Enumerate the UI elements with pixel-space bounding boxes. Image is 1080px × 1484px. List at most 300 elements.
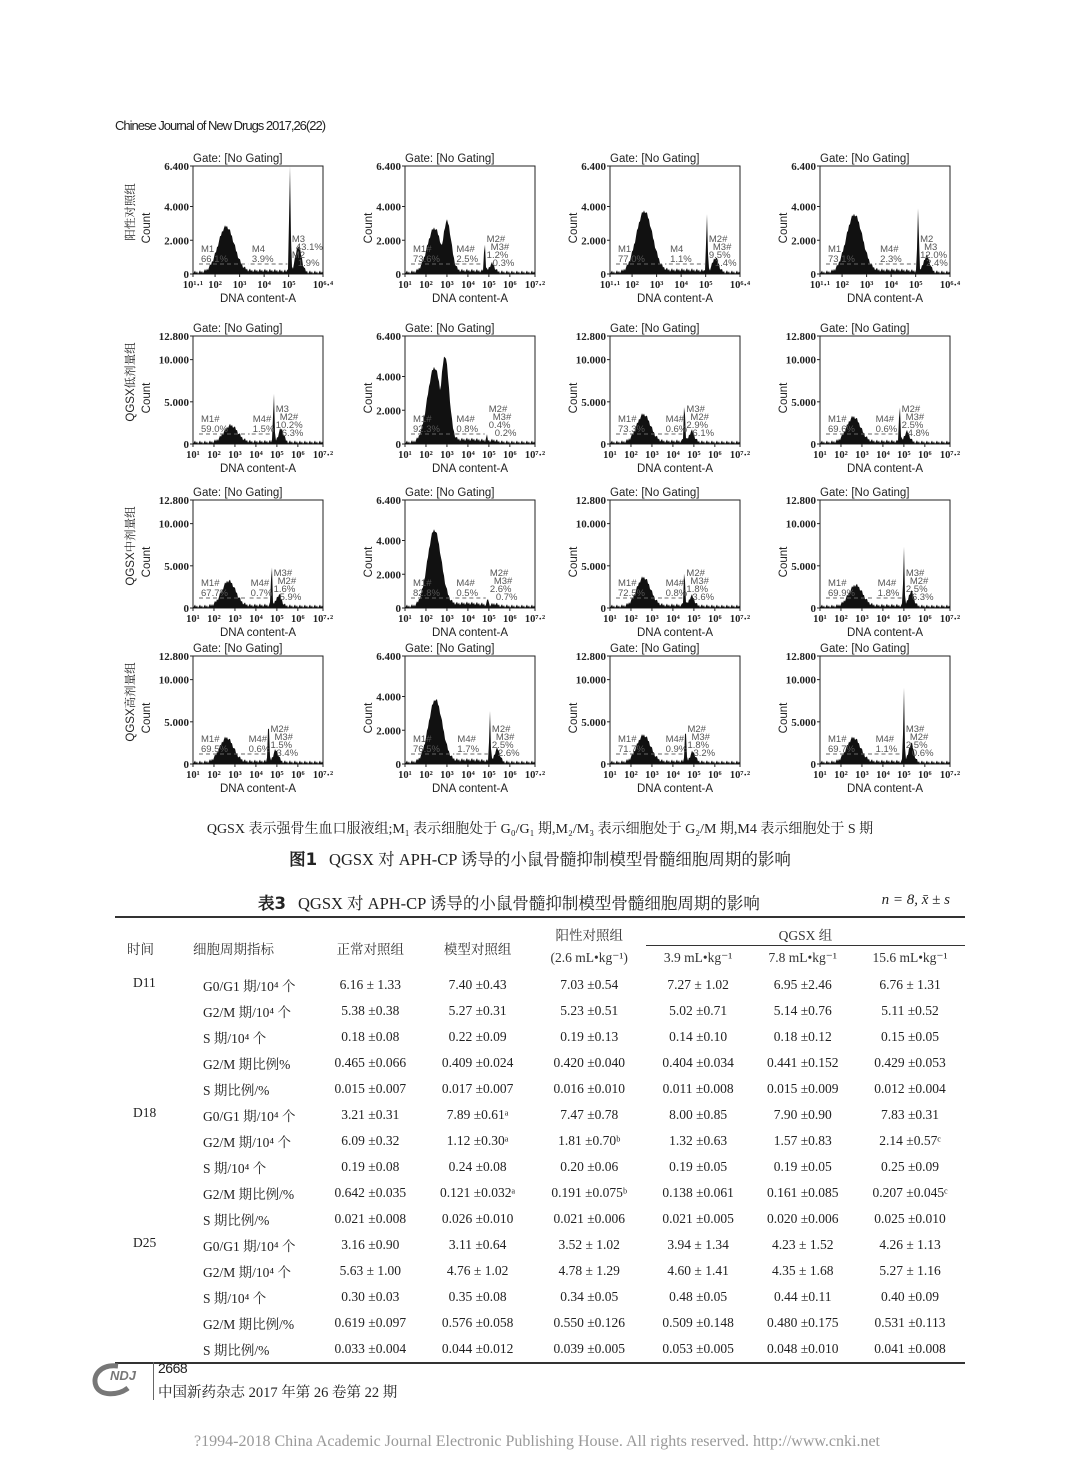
x-tick-label: 10⁶ — [918, 450, 932, 461]
value-cell: 7.40 ±0.43 — [448, 977, 507, 992]
value-cell: 4.26 ± 1.13 — [879, 1237, 941, 1252]
x-tick-label: 10³ — [855, 450, 869, 461]
value-cell: 2.14 ±0.57ᶜ — [879, 1133, 941, 1148]
x-tick-label: 10⁶ — [503, 450, 517, 461]
indicator-cell: S 期/10⁴ 个 — [203, 1031, 267, 1046]
m2-m3-label: M3# — [905, 412, 925, 423]
m1-percent: 67.7% — [201, 588, 228, 599]
y-tick-label: 0 — [183, 759, 189, 771]
time-cell — [115, 1076, 183, 1102]
x-tick-label: 10⁶·⁴ — [312, 280, 334, 291]
table-title-text: QGSX 对 APH-CP 诱导的小鼠骨髓抑制模型骨髓细胞周期的影响 — [297, 894, 760, 913]
table-row — [115, 1050, 965, 1076]
y-tick-label: 10.000 — [785, 354, 816, 367]
m4-percent: 0.9% — [665, 744, 688, 755]
m4-percent: 3.9% — [251, 254, 274, 265]
gate-label: Gate: [No Gating] — [820, 323, 910, 335]
col-header-dose-low: 3.9 mL•kg⁻¹ — [663, 950, 733, 965]
value-cell: 0.642 ±0.035 — [334, 1185, 407, 1200]
page-number: 2668 — [158, 1360, 188, 1376]
m4-label: M4# — [665, 734, 685, 745]
value-cell: 7.03 ±0.54 — [560, 977, 619, 992]
m2-m3-label: 43.1% — [295, 242, 323, 253]
value-cell: 0.429 ±0.053 — [874, 1055, 946, 1070]
value-cell: 0.021 ±0.006 — [553, 1211, 625, 1226]
m2-m3-label: M2# — [279, 412, 299, 423]
histogram-panel — [330, 482, 546, 642]
indicator-cell: G2/M 期/10⁴ 个 — [203, 1265, 291, 1280]
x-tick-label: 10³ — [440, 450, 454, 461]
x-tick-label: 10⁴ — [249, 770, 263, 781]
m4-label: M4# — [457, 734, 476, 745]
histogram-svg — [535, 638, 751, 798]
y-axis-label: Count — [363, 382, 375, 414]
y-axis-label: Count — [568, 382, 580, 414]
value-cell: 0.021 ±0.005 — [662, 1211, 734, 1226]
x-tick-label: 10⁶·⁴ — [729, 280, 751, 291]
m2-m3-percent: 4.8% — [907, 428, 930, 439]
table-row — [115, 1284, 965, 1310]
m2-m3-percent: M2 — [291, 250, 306, 261]
x-tick-label: 10³ — [232, 280, 247, 291]
histogram-svg — [330, 638, 546, 798]
x-tick-label: 10¹·¹ — [809, 280, 831, 291]
time-cell: D18 — [133, 1105, 157, 1120]
value-cell: 3.16 ±0.90 — [341, 1237, 400, 1252]
m4-label: M4# — [875, 734, 895, 745]
value-cell: 7.47 ±0.78 — [560, 1107, 619, 1122]
x-tick-label: 10⁵ — [687, 614, 701, 625]
x-tick-label: 10⁶ — [918, 614, 932, 625]
histogram-panel — [330, 148, 546, 308]
m4-percent: 1.7% — [457, 744, 480, 755]
y-tick-label: 0 — [600, 759, 606, 771]
m2-m3-label: M3# — [712, 242, 732, 253]
histogram-svg — [330, 148, 546, 308]
table-row — [115, 1258, 965, 1284]
y-tick-label: 10.000 — [575, 674, 606, 687]
y-axis-label: Count — [778, 546, 790, 578]
y-tick-label: 0 — [395, 439, 401, 451]
y-tick-label: 5.000 — [164, 560, 189, 573]
indicator-cell: G0/G1 期/10⁴ 个 — [203, 1109, 296, 1124]
x-tick-label: 10¹ — [603, 770, 617, 781]
gate-label: Gate: [No Gating] — [610, 643, 700, 655]
y-axis-label: Count — [141, 212, 153, 244]
y-tick-label: 12.800 — [575, 495, 606, 507]
y-tick-label: 5.000 — [164, 396, 189, 409]
x-axis-label: DNA content-A — [219, 627, 297, 639]
value-cell: 5.63 ± 1.00 — [339, 1263, 402, 1278]
m1-label: M1 — [201, 244, 215, 255]
value-cell: 0.19 ±0.08 — [341, 1159, 400, 1174]
histogram-panel — [535, 148, 751, 308]
value-cell: 6.76 ± 1.31 — [879, 977, 941, 992]
m2-m3-percent: 1.9% — [297, 258, 320, 269]
y-tick-label: 2.000 — [791, 235, 816, 248]
x-tick-label: 10³ — [440, 770, 454, 781]
histogram-svg — [535, 148, 751, 308]
m1-label: M1# — [828, 578, 847, 589]
value-cell: 0.19 ±0.13 — [560, 1029, 619, 1044]
time-cell — [115, 1310, 183, 1336]
x-tick-label: 10⁷·² — [312, 770, 334, 781]
table-row — [115, 1076, 965, 1102]
m2-m3-label: M3 — [291, 234, 306, 245]
m2-m3-percent: 3.6% — [692, 592, 715, 603]
x-tick-label: 10⁵ — [270, 450, 284, 461]
m2-m3-percent: 1.6% — [273, 584, 296, 595]
histogram-svg — [745, 638, 961, 798]
y-tick-label: 12.800 — [158, 651, 189, 663]
x-tick-label: 10⁷·² — [729, 614, 751, 625]
x-tick-label: 10³ — [228, 614, 242, 625]
table-row — [115, 1310, 965, 1336]
m2-m3-percent: 2.5% — [905, 584, 928, 595]
m4-label: M4# — [456, 578, 475, 589]
y-tick-label: 0 — [600, 439, 606, 451]
x-tick-label: 10⁴ — [461, 280, 475, 291]
x-tick-label: 10⁴ — [666, 614, 680, 625]
histogram-svg — [118, 638, 334, 798]
m2-m3-label: M2# — [491, 724, 511, 735]
indicator-cell: G2/M 期比例/% — [203, 1187, 295, 1202]
histogram-svg — [745, 148, 961, 308]
y-tick-label: 10.000 — [158, 518, 189, 531]
row-group-label: QGSX低剂量组 — [125, 342, 137, 422]
histogram-svg — [118, 148, 334, 308]
value-cell: 5.38 ±0.38 — [341, 1003, 400, 1018]
m2-m3-percent: 3.4% — [276, 748, 299, 759]
m2-m3-percent: 2.9% — [686, 420, 709, 431]
value-cell: 0.19 ±0.05 — [669, 1159, 728, 1174]
m1-percent: 77.0% — [618, 254, 645, 265]
y-tick-label: 4.000 — [376, 201, 401, 214]
x-tick-label: 10⁶ — [708, 614, 722, 625]
x-tick-label: 10² — [834, 614, 848, 625]
time-cell: D25 — [133, 1235, 157, 1250]
value-cell: 0.207 ±0.045ᶜ — [872, 1185, 948, 1200]
histogram-panel — [118, 148, 334, 308]
x-tick-label: 10⁴ — [666, 770, 680, 781]
x-tick-label: 10⁴ — [249, 614, 263, 625]
x-axis-label: DNA content-A — [219, 463, 297, 475]
y-tick-label: 10.000 — [158, 674, 189, 687]
m2-m3-percent: 5.9% — [279, 592, 302, 603]
value-cell: 0.015 ±0.007 — [334, 1081, 407, 1096]
x-tick-label: 10⁶ — [503, 770, 517, 781]
col-header-normal: 正常对照组 — [318, 917, 423, 972]
m2-m3-percent: 0.2% — [494, 428, 517, 439]
m2-m3-label: M2# — [486, 234, 506, 245]
y-tick-label: 10.000 — [158, 354, 189, 367]
x-tick-label: 10³ — [649, 280, 664, 291]
value-cell: 0.048 ±0.010 — [750, 1336, 855, 1363]
row-group-label: QGSX中剂量组 — [125, 506, 137, 586]
m4-label: M4# — [456, 414, 475, 425]
m2-m3-label: M3# — [691, 732, 710, 743]
x-axis-label: DNA content-A — [846, 627, 924, 639]
x-tick-label: 10⁵ — [687, 450, 701, 461]
value-cell: 0.015 ±0.009 — [766, 1081, 839, 1096]
table-row — [115, 1336, 965, 1363]
y-tick-label: 6.400 — [376, 495, 401, 507]
histogram-svg — [330, 318, 546, 478]
x-axis-label: DNA content-A — [636, 783, 714, 795]
x-tick-label: 10² — [834, 770, 848, 781]
m2-m3-label: M3# — [273, 568, 293, 579]
gate-label: Gate: [No Gating] — [405, 323, 495, 335]
m4-percent: 0.8% — [456, 424, 479, 435]
value-cell: 0.017 ±0.007 — [441, 1081, 514, 1096]
y-axis-label: Count — [363, 702, 375, 734]
col-header-qgsx: QGSX 组 — [646, 917, 965, 946]
m2-m3-label: M3# — [686, 404, 705, 415]
x-axis-label: DNA content-A — [219, 293, 297, 305]
table-row — [115, 1128, 965, 1154]
x-tick-label: 10⁴ — [257, 280, 271, 291]
m2-m3-label: M2# — [686, 568, 705, 579]
x-axis-label: DNA content-A — [636, 627, 714, 639]
indicator-cell: G2/M 期/10⁴ 个 — [203, 1135, 291, 1150]
x-tick-label: 10⁵ — [482, 450, 496, 461]
y-tick-label: 6.400 — [164, 161, 189, 173]
y-tick-label: 0 — [810, 603, 816, 615]
value-cell: 7.90 ±0.90 — [773, 1107, 832, 1122]
x-tick-label: 10⁶ — [503, 280, 517, 291]
value-cell: 0.531 ±0.113 — [874, 1315, 946, 1330]
m4-percent: 0.6% — [875, 424, 898, 435]
journal-logo — [88, 1360, 148, 1400]
value-cell: 7.83 ±0.31 — [881, 1107, 940, 1122]
histogram-panel — [118, 638, 334, 798]
y-tick-label: 12.800 — [158, 331, 189, 343]
value-cell: 0.420 ±0.040 — [553, 1055, 625, 1070]
histogram-panel — [535, 638, 751, 798]
m2-m3-label: M3# — [274, 732, 293, 743]
m2-m3-percent: 2.4% — [926, 258, 948, 269]
x-tick-label: 10² — [419, 770, 433, 781]
m2-m3-percent: 6.3% — [911, 592, 934, 603]
y-tick-label: 2.000 — [376, 569, 401, 582]
value-cell: 3.11 ±0.64 — [448, 1237, 507, 1252]
time-cell — [115, 998, 183, 1024]
value-cell: 0.44 ±0.11 — [773, 1289, 832, 1304]
y-tick-label: 12.800 — [158, 495, 189, 507]
y-tick-label: 10.000 — [575, 518, 606, 531]
time-cell — [115, 1050, 183, 1076]
x-tick-label: 10⁶ — [503, 614, 517, 625]
histogram-panel — [535, 318, 751, 478]
x-tick-label: 10⁵ — [698, 280, 713, 291]
figure-number: 图1 — [289, 850, 318, 869]
value-cell: 5.02 ±0.71 — [669, 1003, 728, 1018]
x-tick-label: 10² — [207, 770, 221, 781]
value-cell: 0.550 ±0.126 — [553, 1315, 625, 1330]
value-cell: 0.480 ±0.175 — [766, 1315, 839, 1330]
m1-label: M1# — [201, 734, 220, 745]
y-axis-label: Count — [778, 212, 790, 244]
m4-label: M4# — [456, 244, 475, 255]
m1-percent: 69.5% — [201, 744, 228, 755]
value-cell: 4.60 ± 1.41 — [667, 1263, 729, 1278]
x-tick-label: 10² — [208, 280, 222, 291]
x-tick-label: 10¹ — [813, 450, 827, 461]
x-tick-label: 10² — [419, 450, 433, 461]
value-cell: 0.14 ±0.10 — [669, 1029, 728, 1044]
x-axis-label: DNA content-A — [219, 783, 297, 795]
col-header-dose-mid: 7.8 mL•kg⁻¹ — [768, 950, 837, 965]
value-cell: 0.35 ±0.08 — [448, 1289, 507, 1304]
m1-label: M1# — [201, 414, 220, 425]
x-tick-label: 10⁴ — [666, 450, 680, 461]
m1-percent: 73.6% — [413, 254, 440, 265]
value-cell: 0.191 ±0.075ᵇ — [551, 1185, 628, 1200]
m4-percent: 1.1% — [875, 744, 898, 755]
figure-title-text: QGSX 对 APH-CP 诱导的小鼠骨髓抑制模型骨髓细胞周期的影响 — [329, 850, 791, 869]
m1-label: M1 — [618, 244, 632, 255]
x-tick-label: 10⁵ — [897, 450, 911, 461]
value-cell: 0.25 ±0.09 — [881, 1159, 940, 1174]
m2-m3-percent: 2.5% — [901, 420, 924, 431]
y-tick-label: 10.000 — [785, 518, 816, 531]
m2-m3-percent: 0.7% — [495, 592, 518, 603]
x-tick-label: 10⁴ — [876, 450, 890, 461]
m4-percent: 0.5% — [456, 588, 479, 599]
x-axis-label: DNA content-A — [431, 463, 509, 475]
col-header-indicator: 细胞周期指标 — [183, 917, 318, 972]
x-tick-label: 10⁵ — [897, 770, 911, 781]
value-cell: 0.22 ±0.09 — [448, 1029, 507, 1044]
x-tick-label: 10¹ — [813, 770, 827, 781]
m1-label: M1# — [413, 244, 432, 255]
gate-label: Gate: [No Gating] — [405, 487, 495, 499]
value-cell: 0.619 ±0.097 — [334, 1315, 407, 1330]
m2-m3-label: M2# — [489, 568, 509, 579]
x-tick-label: 10³ — [859, 280, 874, 291]
table-row — [115, 1180, 965, 1206]
y-tick-label: 0 — [183, 439, 189, 451]
m1-percent: 71.7% — [618, 744, 645, 755]
x-axis-label: DNA content-A — [846, 783, 924, 795]
value-cell: 6.16 ± 1.33 — [339, 977, 402, 992]
x-tick-label: 10⁴ — [461, 450, 475, 461]
x-tick-label: 10⁵ — [897, 614, 911, 625]
m1-label: M1# — [413, 734, 432, 745]
m4-percent: 0.6% — [248, 744, 271, 755]
gate-label: Gate: [No Gating] — [820, 643, 910, 655]
m2-m3-label: M2# — [270, 724, 289, 735]
x-tick-label: 10⁵ — [482, 280, 496, 291]
x-tick-label: 10² — [834, 450, 848, 461]
value-cell: 1.32 ±0.63 — [669, 1133, 728, 1148]
value-cell: 0.409 ±0.024 — [441, 1055, 514, 1070]
value-cell: 0.053 ±0.005 — [646, 1336, 751, 1363]
m2-m3-percent: 6.1% — [692, 428, 715, 439]
m2-m3-label: M3# — [495, 732, 515, 743]
m2-m3-label: M2# — [909, 576, 929, 587]
y-tick-label: 0 — [600, 603, 606, 615]
y-tick-label: 4.000 — [376, 371, 401, 384]
m2-m3-percent: 12.0% — [920, 250, 948, 261]
x-tick-label: 10⁷·² — [524, 770, 546, 781]
time-cell — [115, 1128, 183, 1154]
m2-m3-label: M3# — [490, 242, 510, 253]
y-tick-label: 0 — [600, 269, 606, 281]
value-cell: 0.021 ±0.008 — [334, 1211, 407, 1226]
x-axis-label: DNA content-A — [431, 783, 509, 795]
table-number: 表3 — [258, 894, 286, 913]
x-tick-label: 10⁵ — [270, 770, 284, 781]
cell-cycle-table — [115, 916, 965, 1364]
value-cell: 7.89 ±0.61ᵃ — [446, 1107, 509, 1122]
m1-label: M1# — [413, 578, 432, 589]
y-axis-label: Count — [568, 702, 580, 734]
y-tick-label: 4.000 — [376, 535, 401, 548]
value-cell: 0.020 ±0.006 — [766, 1211, 839, 1226]
value-cell: 0.40 ±0.09 — [881, 1289, 940, 1304]
x-tick-label: 10³ — [440, 280, 454, 291]
gate-label: Gate: [No Gating] — [820, 153, 910, 165]
col-header-positive-dose: (2.6 mL•kg⁻¹) — [550, 949, 628, 965]
x-tick-label: 10¹ — [186, 770, 200, 781]
value-cell: 4.35 ± 1.68 — [772, 1263, 834, 1278]
indicator-cell: G2/M 期/10⁴ 个 — [203, 1005, 291, 1020]
histogram-panel — [330, 638, 546, 798]
value-cell: 0.465 ±0.066 — [334, 1055, 407, 1070]
x-tick-label: 10⁴ — [876, 614, 890, 625]
m1-label: M1 — [828, 244, 842, 255]
y-tick-label: 5.000 — [791, 560, 816, 573]
m4-label: M4# — [665, 578, 685, 589]
value-cell: 0.34 ±0.05 — [560, 1289, 619, 1304]
x-axis-label: DNA content-A — [431, 293, 509, 305]
value-cell: 0.012 ±0.004 — [874, 1081, 946, 1096]
y-tick-label: 4.000 — [581, 201, 606, 214]
gate-label: Gate: [No Gating] — [193, 153, 283, 165]
m2-m3-label: M3# — [905, 724, 925, 735]
value-cell: 3.52 ± 1.02 — [558, 1237, 620, 1252]
x-tick-label: 10⁷·² — [939, 770, 961, 781]
y-tick-label: 4.000 — [376, 691, 401, 704]
value-cell: 0.039 ±0.005 — [533, 1336, 646, 1363]
histogram-panel — [745, 318, 961, 478]
m4-label: M4# — [250, 578, 270, 589]
y-tick-label: 2.000 — [164, 235, 189, 248]
m2-m3-percent: 0.4% — [488, 420, 511, 431]
m2-m3-label: M3# — [493, 576, 513, 587]
m2-m3-percent: 0.3% — [492, 258, 515, 269]
y-tick-label: 0 — [395, 759, 401, 771]
x-tick-label: 10¹ — [603, 614, 617, 625]
y-axis-label: Count — [363, 546, 375, 578]
value-cell: 0.011 ±0.008 — [662, 1081, 734, 1096]
x-axis-label: DNA content-A — [846, 293, 924, 305]
x-tick-label: 10¹ — [813, 614, 827, 625]
y-tick-label: 5.000 — [791, 396, 816, 409]
x-tick-label: 10¹·¹ — [182, 280, 204, 291]
value-cell: 0.19 ±0.05 — [773, 1159, 832, 1174]
y-tick-label: 2.000 — [581, 235, 606, 248]
x-tick-label: 10⁵ — [482, 770, 496, 781]
x-tick-label: 10³ — [855, 770, 869, 781]
y-tick-label: 0 — [395, 269, 401, 281]
time-cell — [115, 1258, 183, 1284]
x-tick-label: 10⁵ — [908, 280, 923, 291]
histogram-svg — [535, 482, 751, 642]
gate-label: Gate: [No Gating] — [193, 643, 283, 655]
value-cell: 5.27 ± 1.16 — [879, 1263, 941, 1278]
